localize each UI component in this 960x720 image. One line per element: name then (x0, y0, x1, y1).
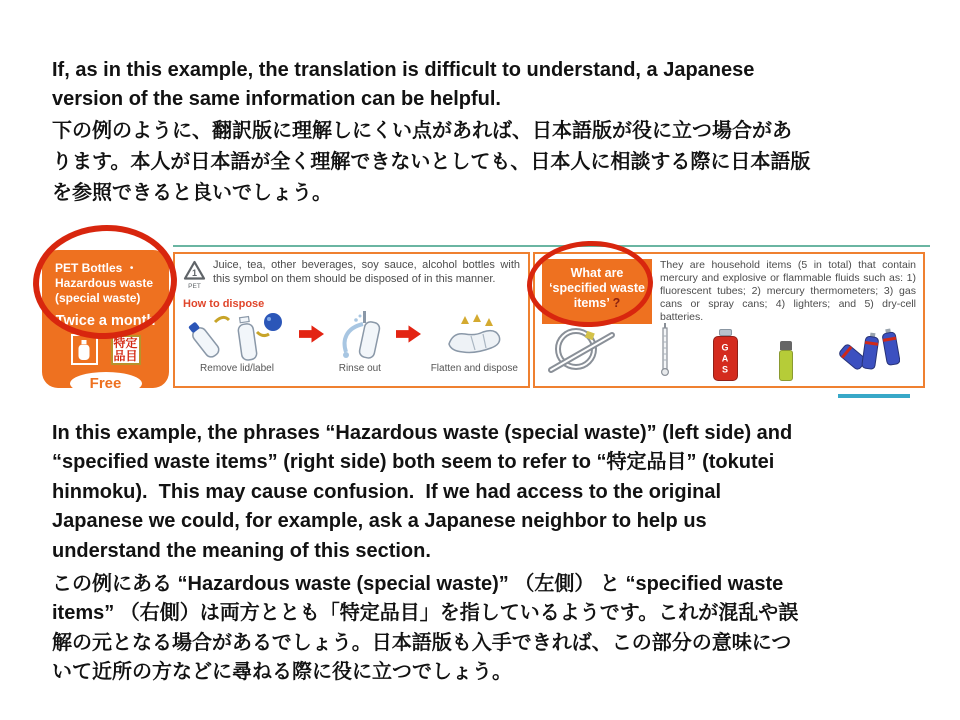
arrow-right-icon (396, 325, 421, 348)
waste-guide-figure (35, 228, 931, 406)
card-title-line: Hazardous waste (55, 276, 154, 290)
step-rinse (334, 310, 386, 374)
thermometer-icon (659, 322, 671, 381)
text-line: いて近所の方などに尋ねる際に役に立つでしょう。 (52, 661, 512, 684)
text-line: version of the same information can be helpful. (52, 88, 501, 110)
svg-text:1: 1 (191, 268, 198, 278)
gas-can-cap (719, 329, 732, 336)
gas-label: GAS (720, 342, 730, 375)
question-text: What are ‘specified waste items’ (549, 266, 645, 310)
bottom-japanese-text (52, 570, 798, 688)
panel-header (183, 259, 520, 295)
step-flatten (431, 314, 518, 374)
text-line: items” （右側）は両方ととも「特定品目」を指しているようです。これが混乱や誤 (52, 602, 799, 625)
gas-can-body (713, 336, 738, 381)
panel-intro-text: Juice, tea, other beverages, soy sauce, alcohol bottles with this symbol on them should be disposed of in this manner. (213, 259, 520, 285)
batteries-icon (834, 326, 900, 381)
text-line: 解の元となる場合があるでしょう。日本語版も入手できれば、この部分の意味につ (52, 631, 792, 654)
text-line: In this example, the phrases “Hazardous waste (special waste)” (left side) and (52, 422, 793, 444)
gas-can-icon (713, 329, 738, 381)
bottom-paragraph (52, 419, 798, 688)
top-paragraph (52, 56, 810, 209)
step-label: Remove lid/label (200, 363, 274, 374)
lighter-icon (779, 341, 793, 381)
svg-text:PET: PET (188, 283, 201, 290)
bottom-english-text (52, 419, 798, 566)
pet-recycle-icon (183, 259, 206, 295)
step-remove-lid (185, 310, 289, 374)
specified-waste-items-icons (542, 326, 916, 381)
specified-waste-answer-text: They are household items (5 in total) that contain mercury and explosive or flammable fluids such as: 1) fluorescent tubes; 2) mercury thermometers; 3) gas cans or spray cans; 4) lighters; and 5) dry-cell batteries. (660, 259, 916, 323)
card-title-line: (special waste) (55, 291, 141, 305)
fluorescent-tube-icon (546, 322, 618, 381)
figure-bottom-rule (838, 394, 910, 398)
flatten-icon (441, 314, 507, 362)
top-japanese-text (52, 116, 810, 209)
dispose-steps (183, 310, 520, 374)
rinse-icon (334, 310, 386, 362)
text-line: 下の例のように、翻訳版に理解しにくい点があれば、日本語版が役に立つ場合があ (52, 120, 792, 142)
card-title-line: PET Bottles ・ (55, 261, 138, 275)
step-label: Rinse out (338, 363, 381, 374)
text-line: Japanese we could, for example, ask a Japanese neighbor to help us (52, 510, 707, 533)
tokutei-hinmoku-badge: 特定品目 (111, 335, 141, 365)
text-line: ります。本人が日本語が全く理解できないとしても、日本人に相談する際に日本語版 (52, 151, 811, 173)
text-line: hinmoku). This may cause confusion. If we had access to the original (52, 480, 722, 503)
text-line: この例にある “Hazardous waste (special waste)” （左側） と “specified waste (52, 573, 784, 596)
text-line: “specified waste items” (right side) both seem to refer to “特定品目” (tokutei (52, 451, 775, 474)
how-to-dispose-label: How to dispose (183, 298, 265, 310)
figure-top-rule (173, 245, 930, 247)
free-label: Free (70, 372, 142, 395)
text-line: understand the meaning of this section. (52, 539, 431, 562)
collection-frequency: Twice a month (55, 313, 156, 329)
text-line: If, as in this example, the translation is difficult to understand, a Japanese (52, 59, 755, 81)
remove-lid-icon (185, 310, 289, 362)
lighter-cap (780, 341, 792, 350)
top-english-text (52, 56, 810, 114)
text-line: を参照できると良いでしょう。 (52, 182, 332, 204)
step-label: Flatten and dispose (430, 363, 518, 374)
lighter-body (779, 350, 793, 381)
arrow-right-icon (299, 325, 324, 348)
question-mark: ? (612, 296, 621, 310)
pet-disposal-panel (173, 252, 530, 388)
